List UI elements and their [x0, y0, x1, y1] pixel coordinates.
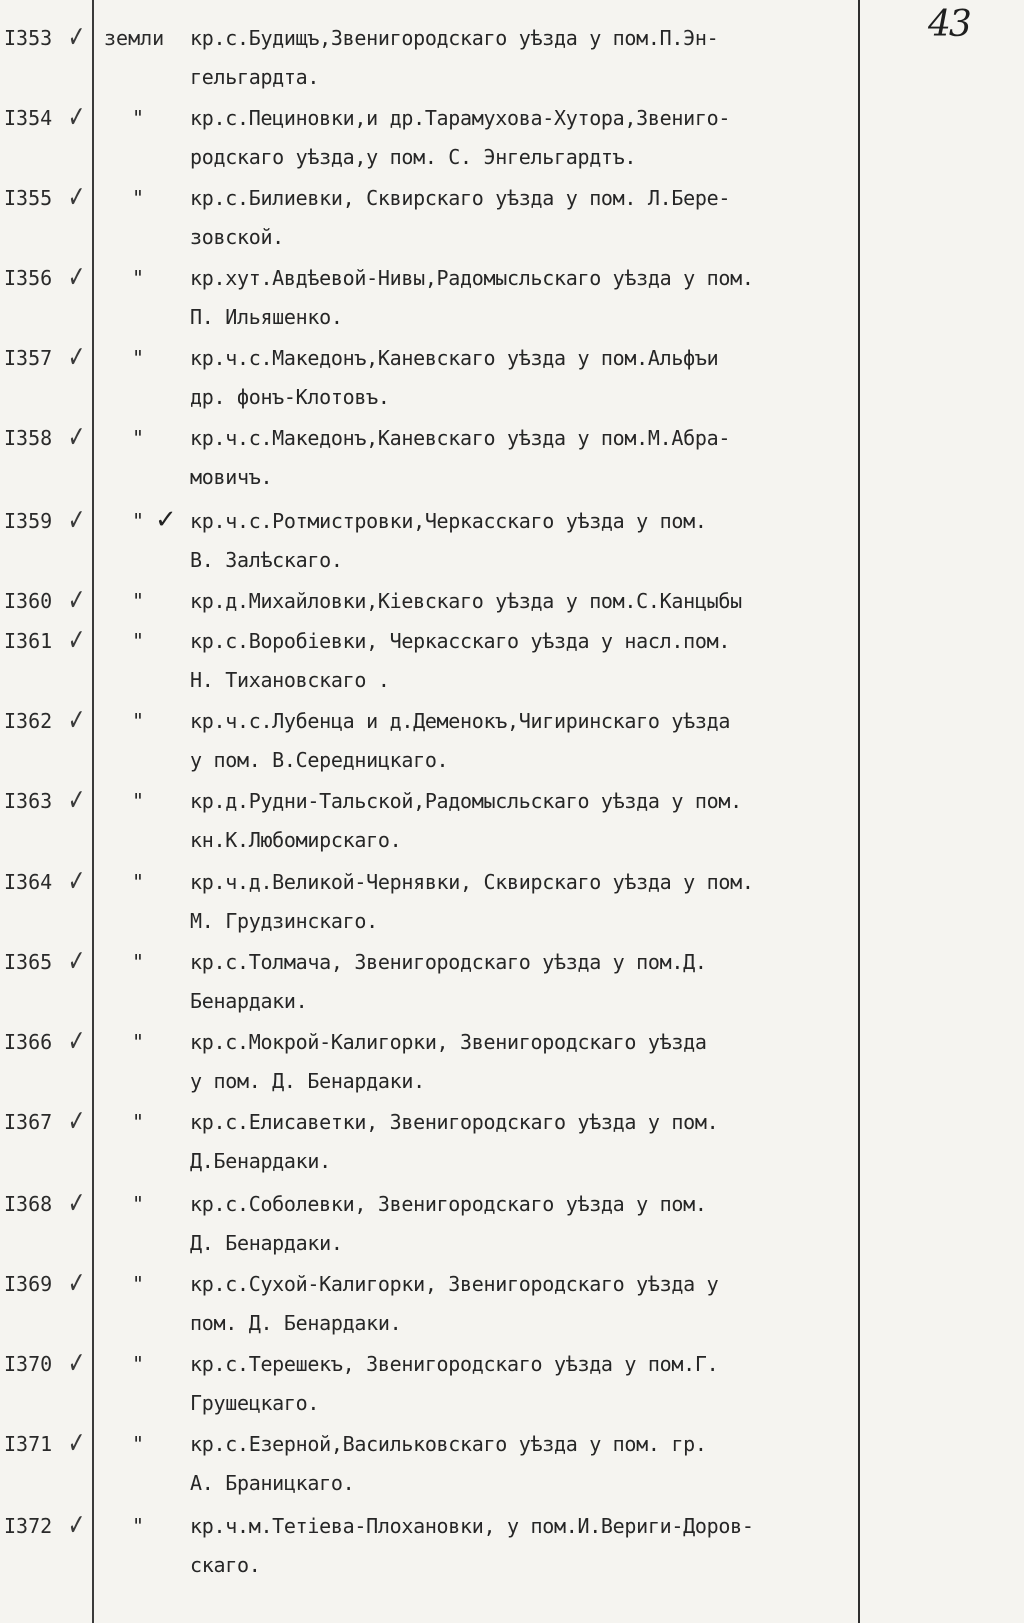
entry-category: "	[132, 589, 145, 613]
entry-text-line2: родскаго уѣзда,у пом. С. Энгельгардтъ.	[190, 145, 637, 169]
checkmark-icon: ✓	[67, 944, 86, 979]
entry-text-line1: кр.ч.с.Македонъ,Каневскаго уѣзда у пом.М.Абра-	[190, 426, 731, 450]
entry-category: "	[132, 106, 145, 130]
entry-number: I363	[4, 789, 53, 813]
entry-number: I372	[4, 1514, 53, 1538]
checkmark-icon: ✓	[67, 20, 86, 55]
entry-category: "	[132, 266, 145, 290]
entry-text-line2: др. фонъ-Клотовъ.	[190, 385, 390, 409]
entry-category: "	[132, 346, 145, 370]
list-item	[0, 864, 1024, 950]
entry-text-line2: В. Залѣскаго.	[190, 548, 343, 572]
entry-category: "	[132, 426, 145, 450]
checkmark-icon: ✓	[67, 1186, 86, 1221]
checkmark-icon: ✓	[67, 703, 86, 738]
checkmark-icon: ✓	[67, 260, 86, 295]
entry-text-line1: кр.с.Терешекъ, Звенигородскаго уѣзда у пом.Г.	[190, 1352, 719, 1376]
entry-number: I366	[4, 1030, 53, 1054]
page-number: 43	[928, 4, 970, 45]
list-item	[0, 420, 1024, 506]
entry-text-line2: Д. Бенардаки.	[190, 1231, 343, 1255]
entry-text-line1: кр.д.Михайловки,Кіевскаго уѣзда у пом.С.Канцыбы	[190, 589, 742, 613]
entry-category: "	[132, 186, 145, 210]
list-item	[0, 1024, 1024, 1110]
entry-text-line2: скаго.	[190, 1553, 261, 1577]
checkmark-icon: ✓	[67, 583, 86, 618]
entry-text-line2: пом. Д. Бенардаки.	[190, 1311, 402, 1335]
entry-category: "	[132, 1514, 145, 1538]
entry-text-line1: кр.с.Сухой-Калигорки, Звенигородскаго уѣзда у	[190, 1272, 719, 1296]
list-item	[0, 503, 1024, 589]
checkmark-icon: ✓	[67, 420, 86, 455]
entry-text-line2: М. Грудзинскаго.	[190, 909, 378, 933]
list-item	[0, 260, 1024, 346]
list-item	[0, 1426, 1024, 1512]
list-item	[0, 340, 1024, 426]
list-item	[0, 1508, 1024, 1594]
entry-category: "	[132, 1272, 145, 1296]
list-item	[0, 1186, 1024, 1272]
list-item	[0, 783, 1024, 869]
entry-text-line2: у пом. Д. Бенардаки.	[190, 1069, 425, 1093]
checkmark-icon: ✓	[67, 1426, 86, 1461]
entry-text-line2: П. Ильяшенко.	[190, 305, 343, 329]
checkmark-icon: ✓	[67, 1346, 86, 1381]
entry-number: I370	[4, 1352, 53, 1376]
entry-category: "	[132, 950, 145, 974]
checkmark-icon: ✓	[67, 864, 86, 899]
entry-text-line1: кр.с.Воробіевки, Черкасскаго уѣзда у насл.пом.	[190, 629, 731, 653]
checkmark-icon: ✓	[67, 1104, 86, 1139]
list-item	[0, 1346, 1024, 1432]
entry-text-line1: кр.ч.с.Македонъ,Каневскаго уѣзда у пом.Альфъи	[190, 346, 719, 370]
entry-category: "	[132, 1030, 145, 1054]
entry-category: "	[132, 709, 145, 733]
entry-category: "	[132, 629, 145, 653]
entry-text-line2: зовской.	[190, 225, 284, 249]
entry-number: I360	[4, 589, 53, 613]
entry-number: I359	[4, 509, 53, 533]
checkmark-icon: ✓	[67, 1508, 86, 1543]
entry-category: "	[132, 509, 145, 533]
entry-text-line2: Н. Тихановскаго .	[190, 668, 390, 692]
checkmark-icon: ✓	[67, 623, 86, 658]
entry-text-line1: кр.ч.с.Лубенца и д.Деменокъ,Чигиринскаго уѣзда	[190, 709, 731, 733]
entry-number: I361	[4, 629, 53, 653]
entry-category: "	[132, 1192, 145, 1216]
entry-number: I358	[4, 426, 53, 450]
entry-text-line2: кн.К.Любомирскаго.	[190, 828, 402, 852]
entry-text-line1: кр.с.Будищъ,Звенигородскаго уѣзда у пом.П.Эн-	[190, 26, 719, 50]
checkmark-icon: ✓	[67, 1266, 86, 1301]
entry-number: I371	[4, 1432, 53, 1456]
entry-number: I368	[4, 1192, 53, 1216]
checkmark-icon: ✓	[67, 340, 86, 375]
entry-number: I364	[4, 870, 53, 894]
list-item	[0, 623, 1024, 709]
entry-text-line2: у пом. В.Середницкаго.	[190, 748, 449, 772]
entry-text-line1: кр.с.Елисаветки, Звенигородскаго уѣзда у пом.	[190, 1110, 719, 1134]
entry-number: I356	[4, 266, 53, 290]
list-item	[0, 1104, 1024, 1190]
checkmark-icon: ✓	[67, 100, 86, 135]
entry-text-line2: гельгардта.	[190, 65, 320, 89]
entry-number: I369	[4, 1272, 53, 1296]
entry-number: I355	[4, 186, 53, 210]
entry-category: "	[132, 1110, 145, 1134]
entry-text-line1: кр.с.Мокрой-Калигорки, Звенигородскаго уѣзда	[190, 1030, 707, 1054]
entry-text-line1: кр.с.Толмача, Звенигородскаго уѣзда у пом.Д.	[190, 950, 707, 974]
entry-text-line1: кр.ч.м.Тетіева-Плохановки, у пом.И.Вериги-Доров-	[190, 1514, 754, 1538]
entry-text-line2: мовичъ.	[190, 465, 273, 489]
entry-category: "	[132, 1432, 145, 1456]
entry-text-line1: кр.с.Билиевки, Сквирскаго уѣзда у пом. Л.Бере-	[190, 186, 731, 210]
entry-text-line1: кр.д.Рудни-Тальской,Радомысльскаго уѣзда у пом.	[190, 789, 742, 813]
entry-text-line1: кр.с.Езерной,Васильковскаго уѣзда у пом. гр.	[190, 1432, 707, 1456]
entry-category: "	[132, 1352, 145, 1376]
entry-category: "	[132, 870, 145, 894]
entry-category: земли	[104, 26, 165, 50]
entry-text-line2: А. Браницкаго.	[190, 1471, 355, 1495]
list-item	[0, 703, 1024, 789]
checkmark-icon: ✓	[67, 503, 86, 538]
entry-text-line1: кр.с.Пециновки,и др.Тарамухова-Хутора,Звениго-	[190, 106, 731, 130]
entry-text-line1: кр.с.Соболевки, Звенигородскаго уѣзда у пом.	[190, 1192, 707, 1216]
entry-number: I354	[4, 106, 53, 130]
entry-text-line1: кр.ч.с.Ротмистровки,Черкасскаго уѣзда у пом.	[190, 509, 707, 533]
entry-text-line1: кр.хут.Авдѣевой-Нивы,Радомысльскаго уѣзда у пом.	[190, 266, 754, 290]
entry-number: I365	[4, 950, 53, 974]
list-item	[0, 180, 1024, 266]
entry-number: I353	[4, 26, 53, 50]
entry-text-line1: кр.ч.д.Великой-Чернявки, Сквирскаго уѣзда у пом.	[190, 870, 754, 894]
entry-number: I367	[4, 1110, 53, 1134]
tick-mark-icon: ✓	[155, 505, 177, 535]
checkmark-icon: ✓	[67, 783, 86, 818]
list-item	[0, 1266, 1024, 1352]
entry-text-line2: Бенардаки.	[190, 989, 308, 1013]
entry-text-line2: Д.Бенардаки.	[190, 1149, 331, 1173]
entry-number: I357	[4, 346, 53, 370]
list-item	[0, 100, 1024, 186]
checkmark-icon: ✓	[67, 180, 86, 215]
checkmark-icon: ✓	[67, 1024, 86, 1059]
entry-text-line2: Грушецкаго.	[190, 1391, 320, 1415]
entry-number: I362	[4, 709, 53, 733]
list-item	[0, 944, 1024, 1030]
entry-category: "	[132, 789, 145, 813]
